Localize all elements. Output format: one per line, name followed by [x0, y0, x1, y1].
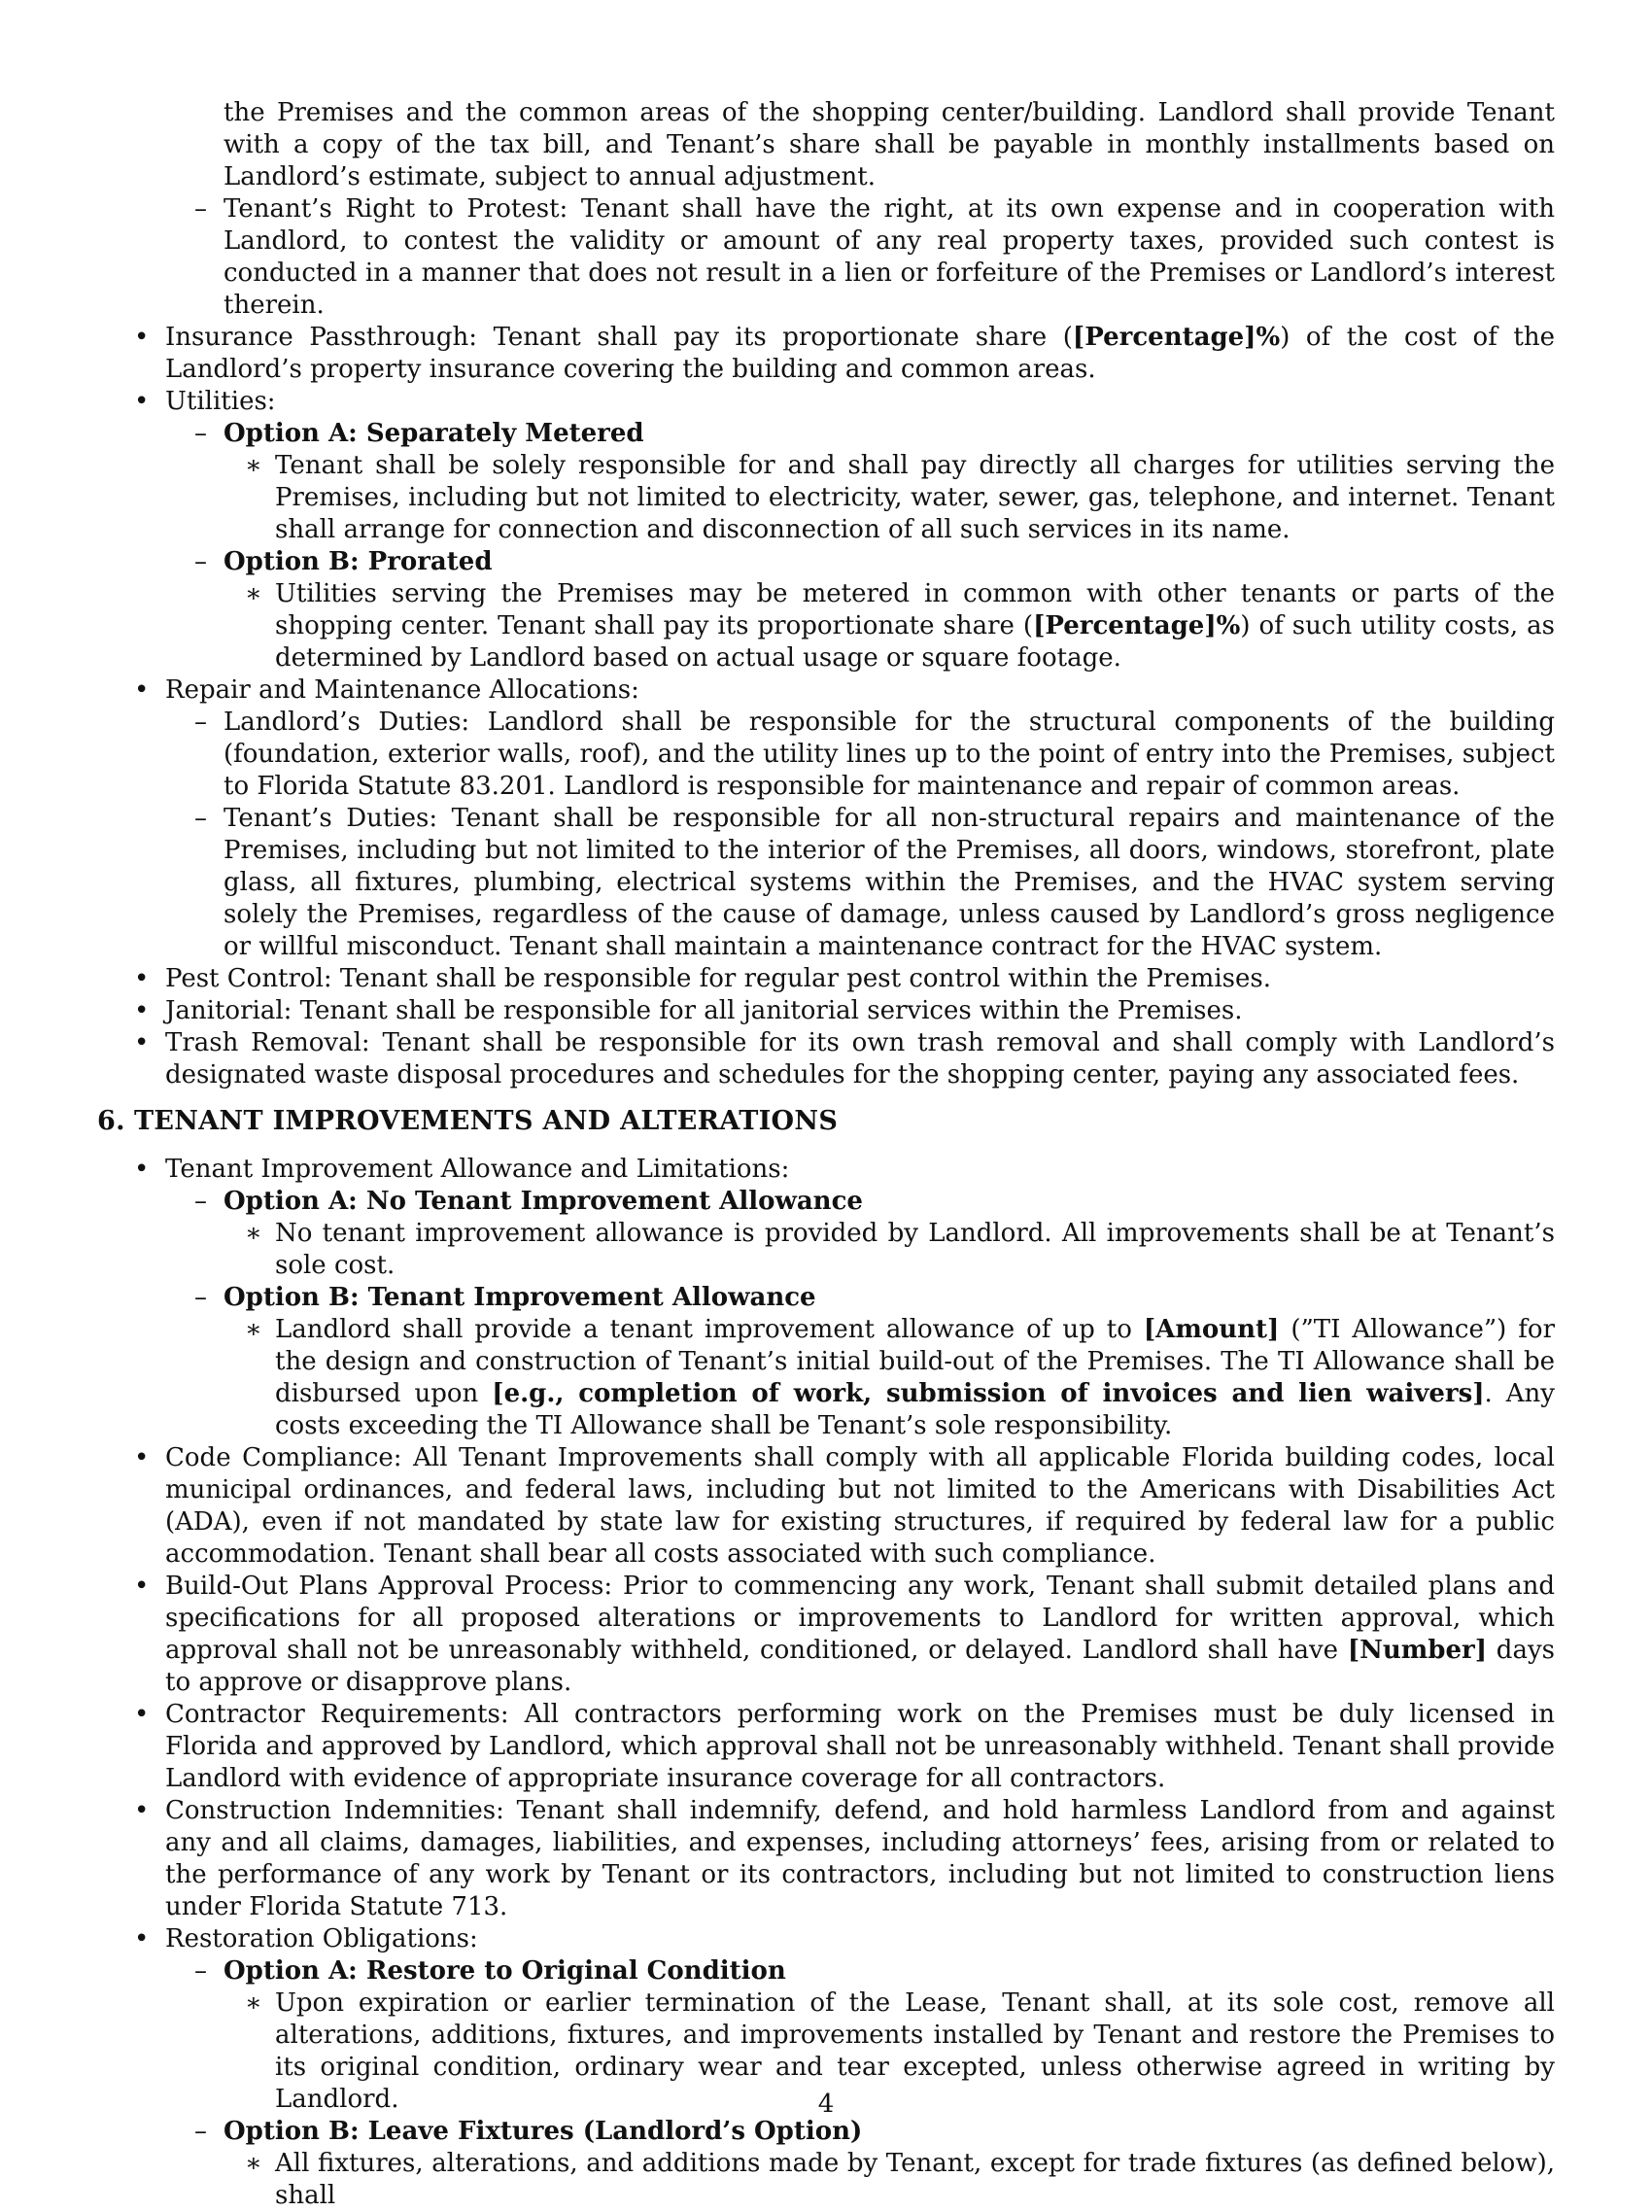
bullet-marker: •	[134, 387, 150, 416]
ti-allowance-item: • Tenant Improvement Allowance and Limitations:	[134, 1155, 790, 1184]
landlord-duties-item: – Landlord’s Duties: Landlord shall be responsible for the structural components of the building (foundation, exterior walls, roof), and the utility lines up to the point of entry into the Premises, subject to Florida Statute 83.201. Landlord is responsible for maintenance and repair of common areas.	[194, 708, 1555, 801]
construction-indemnities-item: • Construction Indemnities: Tenant shall indemnify, defend, and hold harmless Landlord from and against any and all claims, damages, liabilities, and expenses, including attorneys’ fees, arising from or related to the performance of any work by Tenant or its contractors, including but not limited to construction liens under Florida Statute 713.	[134, 1796, 1555, 1921]
restoration-option-b-heading: – Option B: Leave Fixtures (Landlord’s Option)	[194, 2117, 863, 2146]
number-placeholder: [Number]	[1347, 1636, 1488, 1665]
star-marker: ∗	[245, 451, 262, 480]
bullet-marker: •	[134, 1924, 150, 1953]
utilities-item: • Utilities:	[134, 387, 276, 416]
dash-marker: –	[194, 547, 207, 576]
dash-marker: –	[194, 194, 207, 224]
repair-maintenance-item: • Repair and Maintenance Allocations:	[134, 675, 639, 705]
star-marker: ∗	[245, 579, 262, 608]
tax-continuation-paragraph: the Premises and the common areas of the shopping center/building. Landlord shall provide Tenant with a copy of the tax bill, and Tenant’s share shall be payable in monthly installments based on Landlord’s estimate, subject to annual adjustment.	[224, 98, 1555, 191]
page-number: 4	[817, 2090, 835, 2119]
star-marker: ∗	[245, 1219, 262, 1248]
bullet-marker: •	[134, 964, 150, 993]
ti-option-a-heading: – Option A: No Tenant Improvement Allowance	[194, 1187, 863, 1216]
amount-placeholder: [Amount]	[1143, 1315, 1280, 1344]
bullet-marker: •	[134, 675, 150, 705]
dash-marker: –	[194, 1956, 207, 1986]
dash-marker: –	[194, 1283, 207, 1312]
dash-marker: –	[194, 1187, 207, 1216]
star-marker: ∗	[245, 1988, 262, 2018]
build-out-plans-item: • Build-Out Plans Approval Process: Prior to commencing any work, Tenant shall submit detailed plans and specifications for all proposed alterations or improvements to Landlord for written approval, which approval shall not be unreasonably withheld, conditioned, or delayed. Landlord shall have [Number] days to approve or disapprove plans.	[134, 1572, 1555, 1697]
utilities-option-b-heading: – Option B: Prorated	[194, 547, 493, 576]
utilities-option-b-text: ∗ Utilities serving the Premises may be metered in common with other tenants or parts of the shopping center. Tenant shall pay its proportionate share ([Percentage]%) of such utility costs, as determined by Landlord based on actual usage or square footage.	[245, 579, 1555, 673]
restoration-option-a-text: ∗ Upon expiration or earlier termination of the Lease, Tenant shall, at its sole cost, remove all alterations, additions, fixtures, and improvements installed by Tenant and restore the Premises to its original condition, ordinary wear and tear excepted, unless otherwise agreed in writing by Landlord.	[245, 1988, 1555, 2114]
bullet-marker: •	[134, 1700, 150, 1729]
tenant-right-to-protest-item: – Tenant’s Right to Protest: Tenant shall have the right, at its own expense and in cooperation with Landlord, to contest the validity or amount of any real property taxes, provided such contest is conducted in a manner that does not result in a lien or forfeiture of the Premises or Landlord’s interest therein.	[194, 194, 1555, 320]
ti-option-b-heading: – Option B: Tenant Improvement Allowance	[194, 1283, 816, 1312]
ti-option-b-text: ∗ Landlord shall provide a tenant improvement allowance of up to [Amount] (”TI Allowance”) for the design and construction of Tenant’s initial build-out of the Premises. The TI Allowance shall be disbursed upon [e.g., completion of work, submission of invoices and lien waivers]. Any costs exceeding the TI Allowance shall be Tenant’s sole responsibility.	[245, 1315, 1555, 1440]
utilities-option-a-text: ∗ Tenant shall be solely responsible for and shall pay directly all charges for utilities serving the Premises, including but not limited to electricity, water, sewer, gas, telephone, and internet. Tenant shall arrange for connection and disconnection of all such services in its name.	[245, 451, 1555, 544]
ti-option-a-text: ∗ No tenant improvement allowance is provided by Landlord. All improvements shall be at Tenant’s sole cost.	[245, 1219, 1555, 1280]
janitorial-item: • Janitorial: Tenant shall be responsible for all janitorial services within the Premises.	[134, 996, 1243, 1025]
dash-marker: –	[194, 2117, 207, 2146]
bullet-marker: •	[134, 1443, 150, 1472]
tenant-duties-item: – Tenant’s Duties: Tenant shall be responsible for all non-structural repairs and maintenance of the Premises, including but not limited to the interior of the Premises, all doors, windows, storefront, plate glass, all fixtures, plumbing, electrical systems within the Premises, and the HVAC system serving solely the Premises, regardless of the cause of damage, unless caused by Landlord’s gross negligence or willful misconduct. Tenant shall maintain a maintenance contract for the HVAC system.	[194, 804, 1555, 961]
star-marker: ∗	[245, 1315, 262, 1344]
dash-marker: –	[194, 419, 207, 448]
bullet-marker: •	[134, 1572, 150, 1601]
utilities-option-a-heading: – Option A: Separately Metered	[194, 419, 644, 448]
section-title: TENANT IMPROVEMENTS AND ALTERATIONS	[134, 1106, 839, 1136]
section-6-heading	[97, 1105, 1555, 1137]
code-compliance-item: • Code Compliance: All Tenant Improvements shall comply with all applicable Florida building codes, local municipal ordinances, and federal laws, including but not limited to the Americans with Disabilities Act (ADA), even if not mandated by state law for existing structures, if required by federal law for a public accommodation. Tenant shall bear all costs associated with such compliance.	[134, 1443, 1555, 1569]
bullet-marker: •	[134, 996, 150, 1025]
bullet-marker: •	[134, 323, 150, 352]
restoration-obligations-item: • Restoration Obligations:	[134, 1924, 478, 1953]
restoration-option-a-heading: – Option A: Restore to Original Condition	[194, 1956, 786, 1986]
bullet-marker: •	[134, 1155, 150, 1184]
pest-control-item: • Pest Control: Tenant shall be responsible for regular pest control within the Premises.	[134, 964, 1271, 993]
dash-marker: –	[194, 804, 207, 833]
bullet-marker: •	[134, 1796, 150, 1825]
bullet-marker: •	[134, 1028, 150, 1057]
contractor-requirements-item: • Contractor Requirements: All contractors performing work on the Premises must be duly licensed in Florida and approved by Landlord, which approval shall not be unreasonably withheld. Tenant shall provide Landlord with evidence of appropriate insurance coverage for all contractors.	[134, 1700, 1555, 1793]
insurance-passthrough-item: • Insurance Passthrough: Tenant shall pay its proportionate share ([Percentage]%) of the cost of the Landlord’s property insurance covering the building and common areas.	[134, 323, 1555, 384]
dash-marker: –	[194, 708, 207, 737]
restoration-option-b-text: ∗ All fixtures, alterations, and additions made by Tenant, except for trade fixtures (as defined below), shall	[245, 2149, 1555, 2210]
section-number: 6.	[97, 1106, 125, 1136]
percentage-placeholder: [Percentage]%	[1033, 611, 1241, 640]
percentage-placeholder: [Percentage]%	[1072, 323, 1281, 352]
star-marker: ∗	[245, 2149, 262, 2178]
disbursement-placeholder: [e.g., completion of work, submission of invoices and lien waivers]	[492, 1379, 1485, 1408]
document-page	[97, 97, 1555, 2212]
trash-removal-item: • Trash Removal: Tenant shall be responsible for its own trash removal and shall comply with Landlord’s designated waste disposal procedures and schedules for the shopping center, paying any associated fees.	[134, 1028, 1555, 1089]
